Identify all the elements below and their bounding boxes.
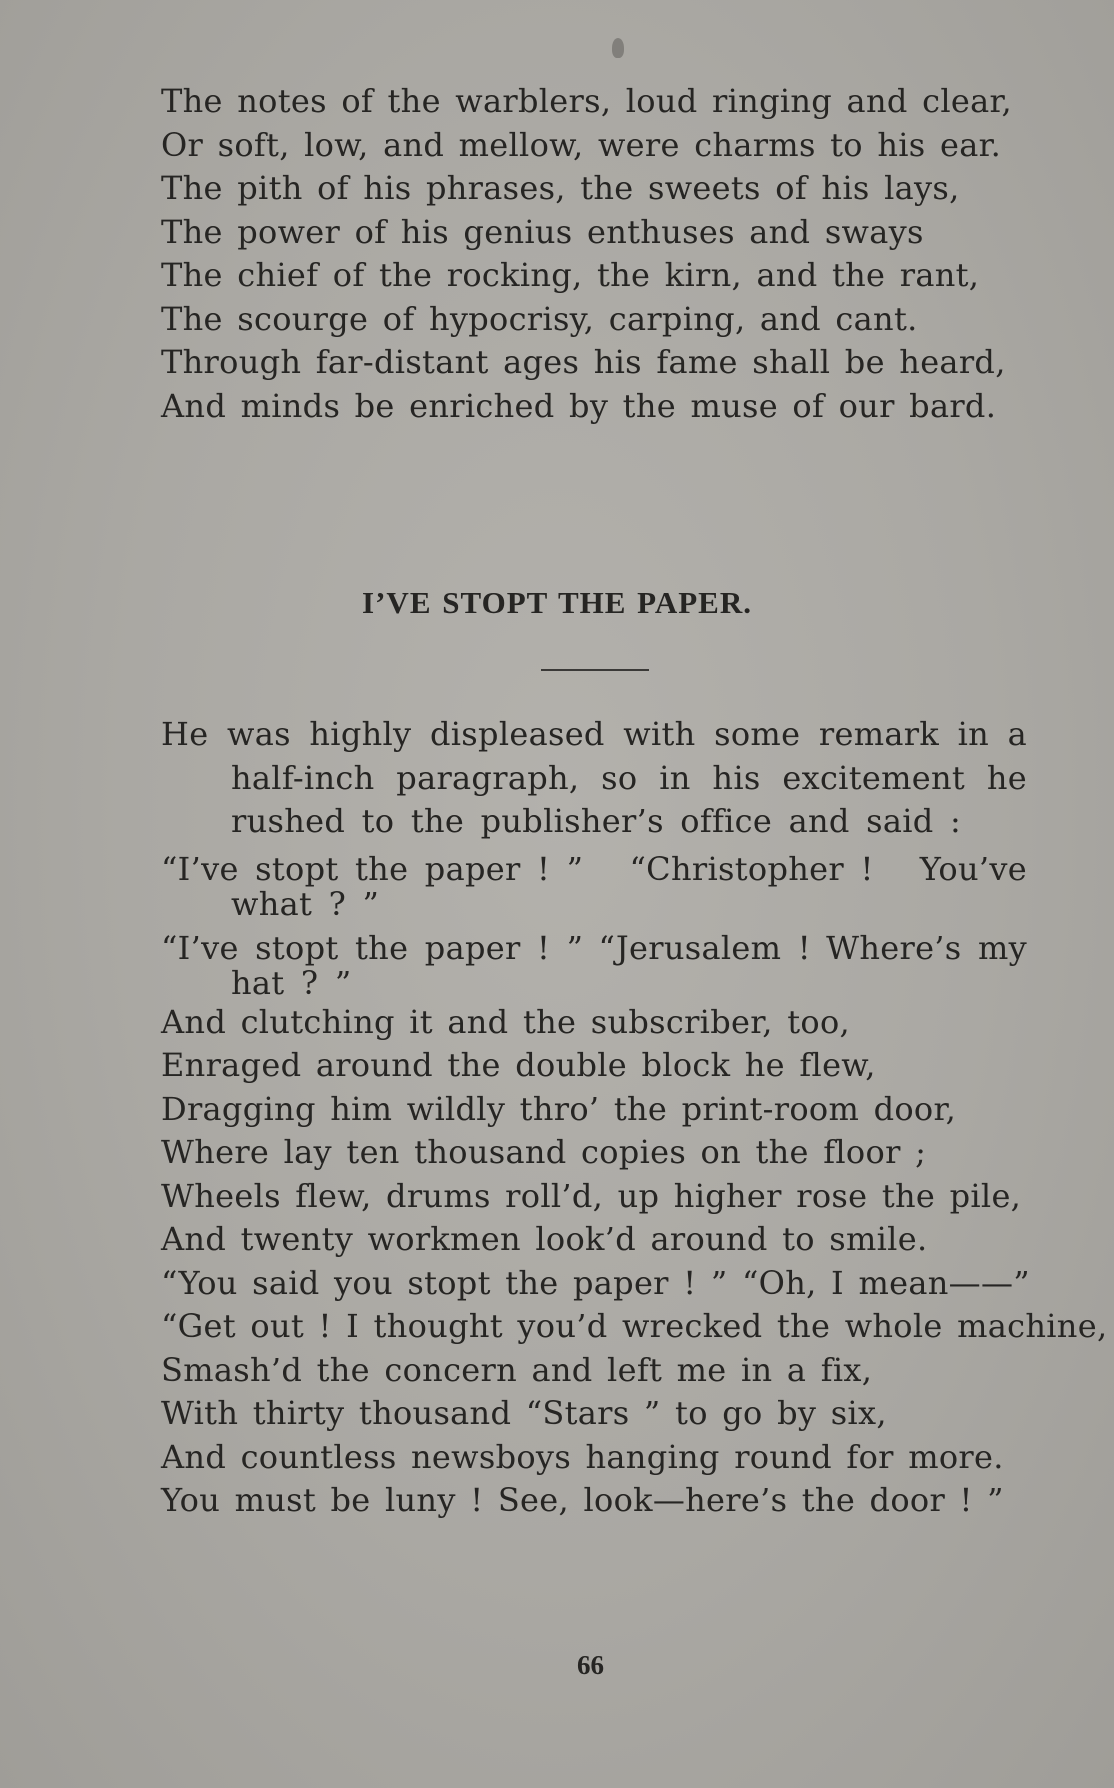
poem-title: I’VE STOPT THE PAPER. (362, 585, 752, 620)
verse-line: Smash’d the concern and left me in a fix, (161, 1350, 873, 1389)
dialogue-continuation: what ? ” (231, 884, 380, 923)
verse-line: The scourge of hypocrisy, carping, and cant. (161, 299, 918, 338)
poem-body (161, 713, 1108, 1523)
verse-line: “Get out ! I thought you’d wrecked the whole machine, (161, 1307, 1108, 1345)
intro-paragraph: He was highly displeased with some remark in a half-inch paragraph, so in his excitement he rushed to the publisher’s office and said : (161, 715, 1027, 840)
verse-line: Through far-distant ages his fame shall be heard, (161, 343, 1006, 381)
paper-blemish (612, 38, 624, 58)
dialogue-reply: “Jerusalem ! (598, 928, 811, 967)
verse-line: With thirty thousand “Stars ” to go by six, (161, 1394, 887, 1432)
dialogue-reply-end: Where’s my (826, 928, 1027, 967)
dialogue-line-2 (161, 928, 1027, 1002)
verse-line: Wheels flew, drums roll’d, up higher rose the pile, (161, 1176, 1022, 1215)
verse-line: Dragging him wildly thro’ the print-room door, (161, 1089, 957, 1128)
dialogue-continuation: hat ? ” (231, 963, 352, 1002)
page-number: 66 (577, 1650, 604, 1680)
verse-line: The power of his genius enthuses and sways (161, 212, 924, 251)
dialogue-quote: “I’ve stopt the paper ! ” (161, 849, 584, 888)
verse-line: Where lay ten thousand copies on the floor ; (161, 1133, 927, 1171)
verse-line: The chief of the rocking, the kirn, and the rant, (161, 256, 980, 294)
verse-line: And countless newsboys hanging round for more. (161, 1437, 1004, 1476)
verse-line: You must be luny ! See, look—here’s the door ! ” (161, 1481, 1004, 1519)
verse-line: And twenty workmen look’d around to smile. (161, 1220, 928, 1258)
verse-line: “You said you stopt the paper ! ” “Oh, I mean——” (161, 1263, 1030, 1302)
title-rule (541, 669, 649, 671)
verse-line: Or soft, low, and mellow, were charms to his ear. (161, 125, 1002, 164)
verse-line: The pith of his phrases, the sweets of his lays, (161, 169, 960, 207)
poem-top-stanza (161, 80, 1041, 428)
verse-line: The notes of the warblers, loud ringing and clear, (161, 82, 1013, 120)
verse-line: And clutching it and the subscriber, too, (161, 1002, 851, 1041)
verse-line: And minds be enriched by the muse of our bard. (161, 386, 997, 425)
dialogue-reply: “Christopher ! (629, 849, 874, 888)
verse-line: Enraged around the double block he flew, (161, 1046, 876, 1084)
verse-stanza (161, 1001, 1108, 1523)
dialogue-quote: “I’ve stopt the paper ! ” (161, 928, 584, 967)
dialogue-reply-end: You’ve (919, 849, 1027, 888)
dialogue-line-1 (161, 849, 1027, 923)
